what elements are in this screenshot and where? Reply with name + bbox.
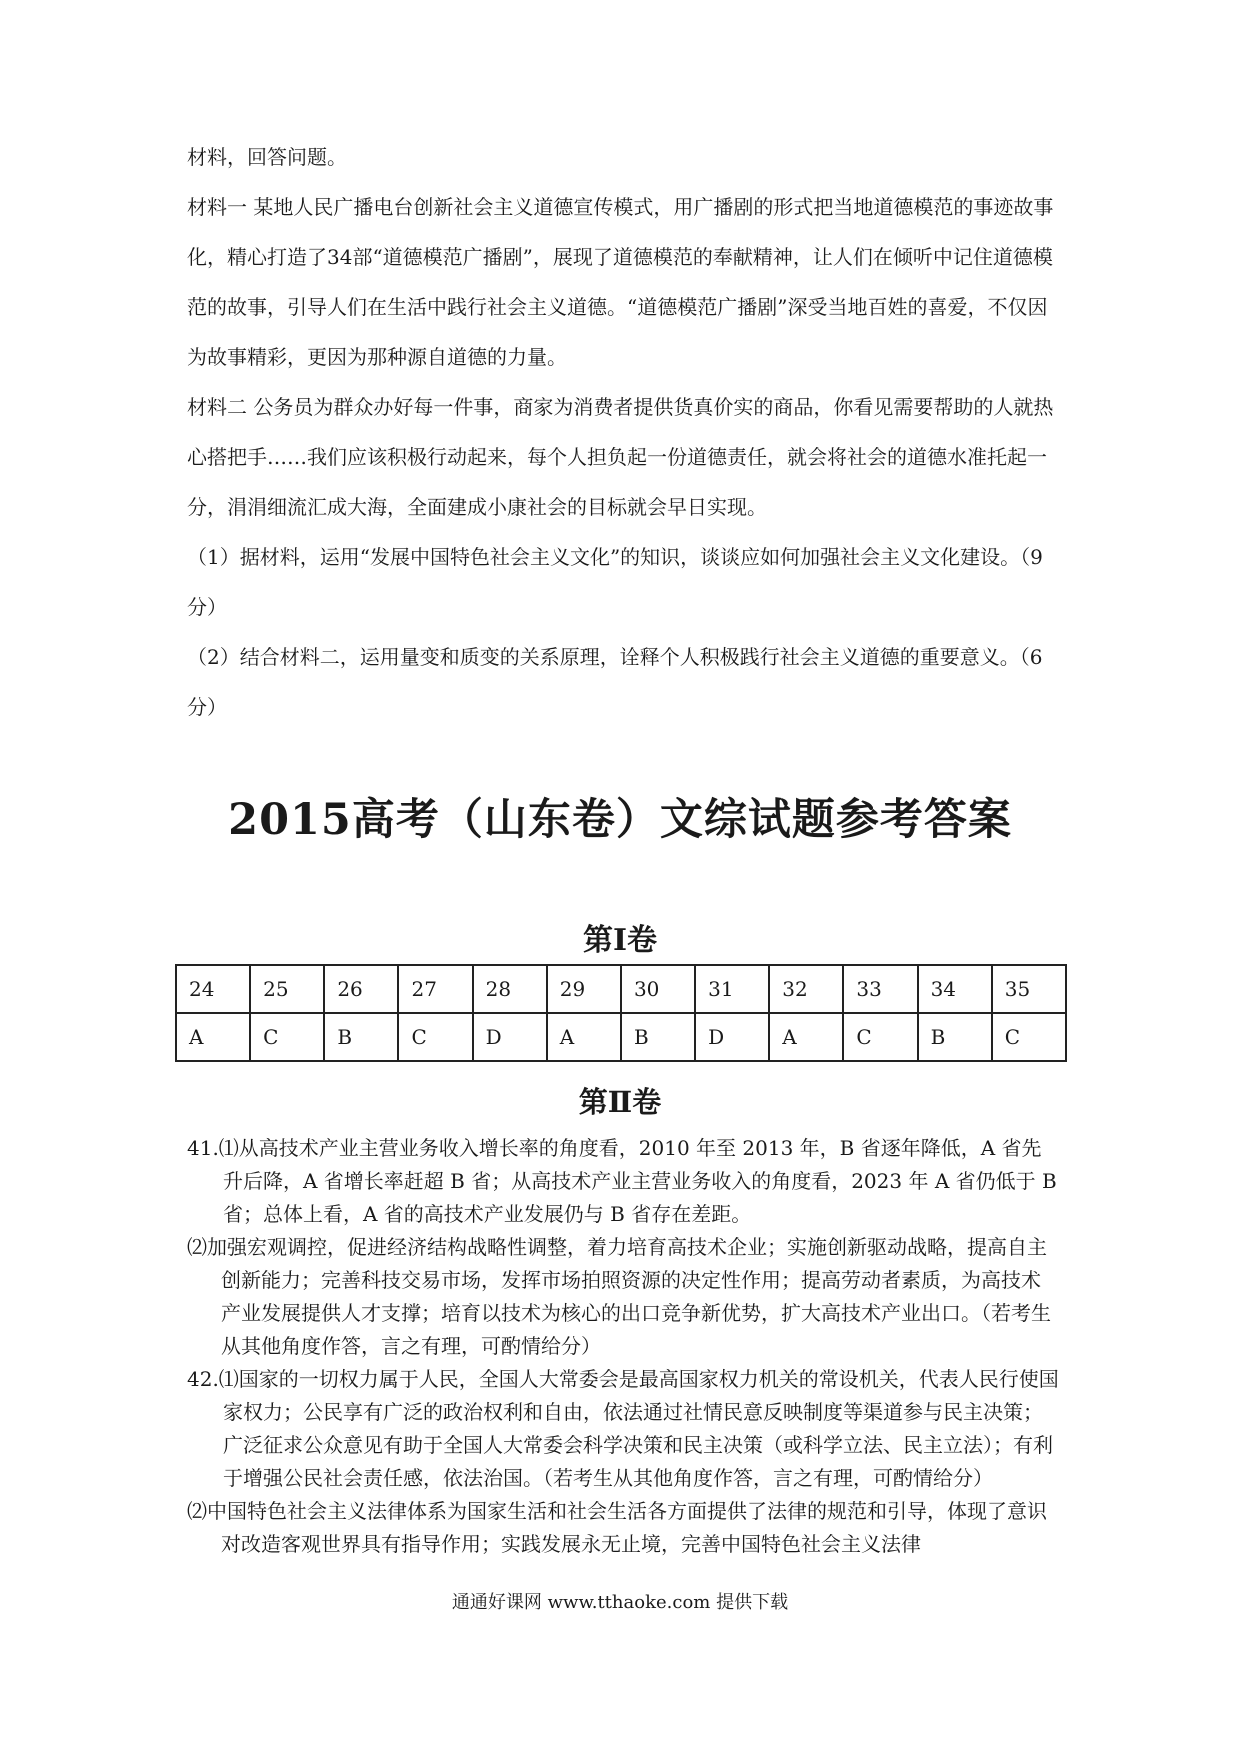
answer-letter-cell: C [843, 1013, 917, 1061]
answer-42-part-1: 42.⑴国家的一切权力属于人民，全国人大常委会是最高国家权力机关的常设机关，代表人民行使国家权力；公民享有广泛的政治权利和自由，依法通过社情民意反映制度等渠道参与民主决策；广泛征求公众意见有助于全国人大常委会科学决策和民主决策（或科学立法、民主立法）；有利于增强公民社会责任感，依法治国。（若考生从其他角度作答，言之有理，可酌情给分） [187, 1367, 1059, 1490]
question-number-cell: 25 [250, 965, 324, 1013]
question-number-cell: 26 [324, 965, 398, 1013]
answer-letter-cell: A [547, 1013, 621, 1061]
answer-letter-cell: C [250, 1013, 324, 1061]
question-two: （2）结合材料二，运用量变和质变的关系原理，诠释个人积极践行社会主义道德的重要意义。（6分） [187, 645, 1043, 719]
question-number-row [176, 965, 1066, 1013]
answer-letter-cell: B [621, 1013, 695, 1061]
material-two: 材料二 公务员为群众办好每一件事，商家为消费者提供货真价实的商品，你看见需要帮助的人就热心搭把手……我们应该积极行动起来，每个人担负起一份道德责任，就会将社会的道德水准托起一分，涓涓细流汇成大海，全面建成小康社会的目标就会早日实现。 [187, 395, 1054, 519]
question-number-cell: 31 [695, 965, 769, 1013]
answer-letter-cell: C [398, 1013, 472, 1061]
question-number-cell: 29 [547, 965, 621, 1013]
answer-letter-cell: D [695, 1013, 769, 1061]
answer-letter-cell: A [769, 1013, 843, 1061]
answer-letter-cell: C [992, 1013, 1066, 1061]
answer-41-part-2: ⑵加强宏观调控，促进经济结构战略性调整，着力培育高技术企业；实施创新驱动战略，提高自主创新能力；完善科技交易市场，发挥市场拍照资源的决定性作用；提高劳动者素质，为高技术产业发展提供人才支撑；培育以技术为核心的出口竞争新优势，扩大高技术产业出口。（若考生从其他角度作答，言之有理，可酌情给分） [187, 1235, 1051, 1358]
answer-title: 2015高考（山东卷）文综试题参考答案 [228, 795, 1012, 845]
answer-letter-row [176, 1013, 1066, 1061]
question-number-cell: 34 [918, 965, 992, 1013]
question-number-cell: 33 [843, 965, 917, 1013]
answer-41-part-1: 41.⑴从高技术产业主营业务收入增长率的角度看，2010 年至 2013 年，B 省逐年降低，A 省先升后降，A 省增长率赶超 B 省；从高技术产业主营业务收入的角度看，2023 年 A 省仍低于 B 省；总体上看，A 省的高技术产业发展仍与 B 省存在差距。 [187, 1136, 1057, 1226]
answer-letter-cell: B [918, 1013, 992, 1061]
material-one: 材料一 某地人民广播电台创新社会主义道德宣传模式，用广播剧的形式把当地道德模范的事迹故事化，精心打造了34部“道德模范广播剧”，展现了道德模范的奉献精神，让人们在倾听中记住道德模范的故事，引导人们在生活中践行社会主义道德。“道德模范广播剧”深受当地百姓的喜爱，不仅因为故事精彩，更因为那种源自道德的力量。 [187, 195, 1054, 369]
section-two-heading: 第Ⅱ卷 [578, 1085, 662, 1119]
question-number-cell: 28 [473, 965, 547, 1013]
question-number-cell: 35 [992, 965, 1066, 1013]
section-two-answers [187, 1132, 1059, 1561]
answer-letter-cell: A [176, 1013, 250, 1061]
materials-block [187, 132, 1067, 732]
answer-letter-cell: D [473, 1013, 547, 1061]
question-number-cell: 30 [621, 965, 695, 1013]
question-number-cell: 32 [769, 965, 843, 1013]
answer-letter-cell: B [324, 1013, 398, 1061]
section-one-heading: 第Ⅰ卷 [582, 923, 658, 958]
materials-intro: 材料，回答问题。 [187, 145, 347, 169]
question-number-cell: 24 [176, 965, 250, 1013]
page-footer: 通通好课网 www.tthaoke.com 提供下载 [451, 1592, 789, 1613]
answer-42-part-2: ⑵中国特色社会主义法律体系为国家生活和社会生活各方面提供了法律的规范和引导，体现了意识对改造客观世界具有指导作用；实践发展永无止境，完善中国特色社会主义法律 [187, 1499, 1047, 1556]
answer-table [175, 964, 1067, 1062]
question-one: （1）据材料，运用“发展中国特色社会主义文化”的知识，谈谈应如何加强社会主义文化建设。（9分） [187, 545, 1043, 619]
question-number-cell: 27 [398, 965, 472, 1013]
